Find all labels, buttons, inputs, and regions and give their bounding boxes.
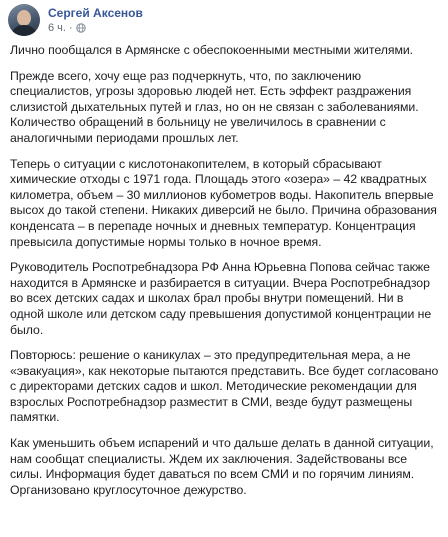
post-paragraph: Повторюсь: решение о каникулах – это предупредительная мера, а не «эвакуация», как некоторые пытаются представить. Все будет согласовано с директорами детских садов и школ. Методические рекомендации для взрослых Роспотребнадзор разместит в СМИ, везде будут размещены памятки. (10, 348, 439, 425)
post-paragraph: Прежде всего, хочу еще раз подчеркнуть, что, по заключению специалистов, угрозы здоровью людей нет. Есть эффект раздражения слизистой дыхательных путей и глаз, но он не связан с заболеваниями. Количество обращений в больницу не увеличилось в сравнении с аналогичными периодами прошлых лет. (10, 68, 419, 145)
post-paragraph: Как уменьшить объем испарений и что дальше делать в данной ситуации, нам сообщат специалисты. Ждем их заключения. Задействованы все силы. Информация будет даваться по всем СМИ и по горячим линиям. Организовано круглосуточное дежурство. (10, 436, 434, 497)
globe-icon[interactable] (76, 23, 86, 33)
avatar-suit (11, 25, 37, 36)
avatar-face (17, 10, 31, 26)
post-paragraph: Руководитель Роспотребнадзора РФ Анна Юрьевна Попова сейчас также находится в Армянске и разбирается в ситуации. Вчера Роспотребнадзор во всех детских садах и школах брал пробы внутри помещений. Ни в одной школе или детском саду превышения допустимой концентрации не было. (10, 260, 432, 337)
post-meta (48, 6, 143, 35)
post-paragraph: Лично пообщался в Армянске с обеспокоенными местными жителями. (10, 43, 414, 57)
post-timestamp-row (48, 21, 143, 35)
separator-dot: · (68, 21, 73, 34)
post-header (8, 4, 143, 36)
avatar[interactable] (8, 4, 40, 36)
post-time[interactable]: 6 ч. (48, 21, 66, 34)
author-name[interactable]: Сергей Аксенов (48, 5, 143, 20)
post-body (10, 43, 440, 508)
post-paragraph: Теперь о ситуации с кислотонакопителем, в который сбрасывают химические отходы с 1971 года. Площадь этого «озера» – 42 квадратных километра, объем – 30 миллионов кубометров воды. Накопитель впервые высох до такой степени. Никаких диверсий не было. Причина образования конденсата – в перепаде ночных и дневных температур. Концентрация превысила допустимые нормы только в ночное время. (10, 156, 437, 249)
